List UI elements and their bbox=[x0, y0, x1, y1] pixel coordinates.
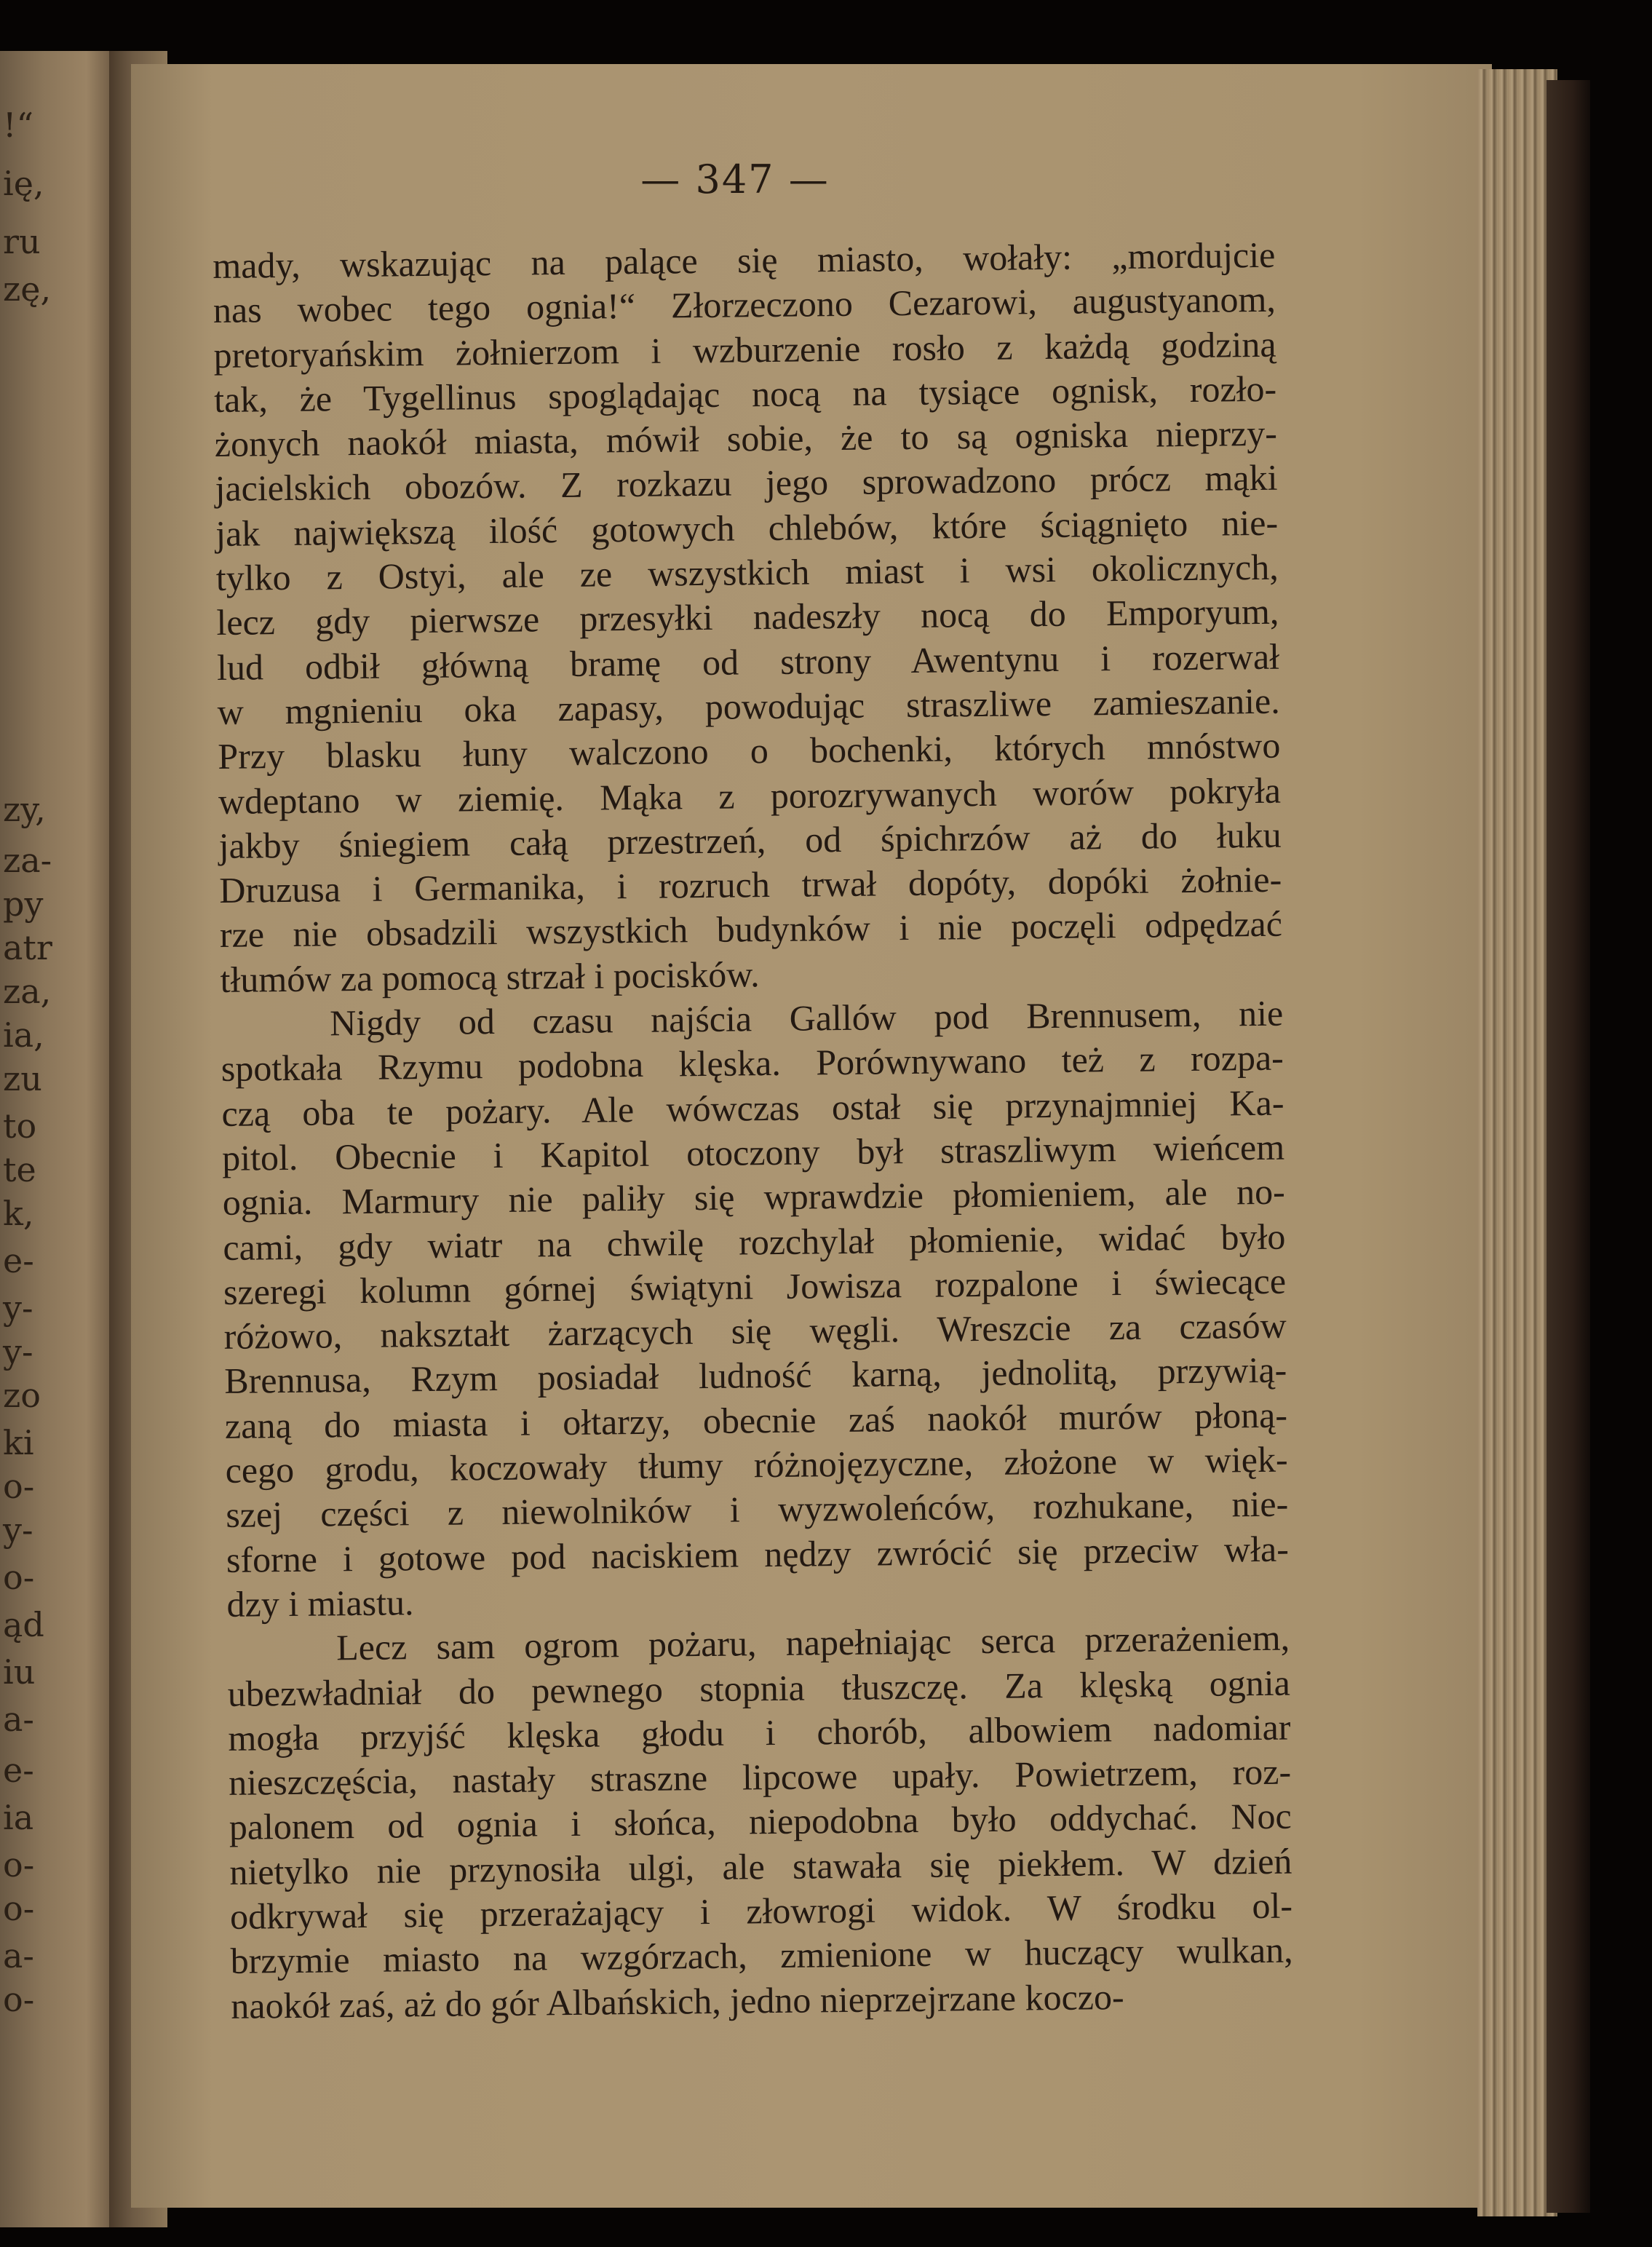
text-line: Nigdy od czasu najścia Gallów pod Brennusem, nie bbox=[329, 992, 1284, 1044]
text-line: naokół zaś, aż do gór Albańskich, jedno nieprzejrzane koczo- bbox=[231, 1975, 1124, 2026]
previous-page-fragment: o- bbox=[3, 1467, 35, 1506]
previous-page-fragment: iu bbox=[3, 1652, 36, 1692]
previous-page-fragment: o- bbox=[3, 1845, 35, 1885]
previous-page-fragment: za- bbox=[3, 841, 52, 880]
text-line: rze nie obsadzili wszystkich budynków i nie poczęli odpędzać bbox=[219, 903, 1283, 956]
text-line: Lecz sam ogrom pożaru, napełniając serca przerażeniem, bbox=[335, 1617, 1290, 1668]
book-cover-edge bbox=[1546, 80, 1590, 2213]
previous-page-fragment: y- bbox=[3, 1332, 33, 1371]
previous-page-fragment: ia, bbox=[3, 1015, 44, 1055]
previous-page-fragment: e- bbox=[3, 1751, 34, 1790]
text-line: żonych naokół miasta, mówił sobie, że to są ogniska nieprzy- bbox=[214, 412, 1278, 465]
text-line: tak, że Tygellinus spoglądając nocą na tysiące ognisk, rozło- bbox=[213, 368, 1277, 420]
text-line: cego grodu, koczowały tłumy różnojęzyczne, złożone w więk- bbox=[225, 1438, 1288, 1491]
text-line: nietylko nie przynosiła ulgi, ale stawała się piekłem. W dzień bbox=[229, 1840, 1292, 1893]
page-text bbox=[213, 233, 1294, 2029]
text-line: Przy blasku łuny walczono o bochenki, których mnóstwo bbox=[218, 724, 1281, 777]
previous-page-fragment: o- bbox=[3, 1980, 35, 2019]
previous-page-fragment: zy, bbox=[3, 790, 46, 829]
text-line: zaną do miasta i ołtarzy, obecnie zaś naokół murów płoną- bbox=[224, 1394, 1288, 1446]
previous-page-fragment: ki bbox=[3, 1423, 34, 1462]
previous-page-fragment: zo bbox=[3, 1376, 41, 1415]
text-line: różowo, nakształt żarzących się węgli. Wreszcie za czasów bbox=[223, 1304, 1287, 1358]
text-line: Druzusa i Germanika, i rozruch trwał dopóty, dopóki żołnie- bbox=[219, 858, 1282, 911]
text-line: pretoryańskim żołnierzom i wzburzenie rosło z każdą godziną bbox=[213, 323, 1276, 376]
text-line: dzy i miastu. bbox=[226, 1582, 414, 1625]
previous-page-fragment: atr bbox=[3, 928, 52, 967]
previous-page-fragment: zę, bbox=[3, 269, 52, 309]
previous-page-fragment: ia bbox=[3, 1798, 34, 1837]
previous-page-fragment: a- bbox=[3, 1936, 34, 1975]
paragraph bbox=[221, 991, 1290, 1627]
previous-page-fragment: ąd bbox=[3, 1605, 44, 1644]
text-line: Brennusa, Rzym posiadał ludność karną, jednolitą, przywią- bbox=[224, 1350, 1287, 1402]
text-line: ognia. Marmury nie paliły się wprawdzie płomieniem, ale no- bbox=[222, 1170, 1286, 1224]
text-line: lecz gdy pierwsze przesyłki nadeszły nocą do Emporyum, bbox=[216, 591, 1279, 643]
text-line: jacielskich obozów. Z rozkazu jego sprowadzono prócz mąki bbox=[215, 457, 1278, 510]
text-line: mady, wskazując na palące się miasto, wołały: „mordujcie bbox=[213, 234, 1276, 286]
page-edges bbox=[1477, 69, 1557, 2216]
text-line: szej części z niewolników i wyzwoleńców, rozhukane, nie- bbox=[225, 1483, 1289, 1536]
previous-page-fragment: y- bbox=[3, 1288, 33, 1328]
text-line: jak największą ilość gotowych chlebów, które ściągnięto nie- bbox=[215, 502, 1279, 554]
previous-page-fragment: py bbox=[3, 884, 44, 924]
text-line: brzymie miasto na wzgórzach, zmienione w huczący wulkan, bbox=[230, 1929, 1293, 1982]
previous-page-fragment: te bbox=[3, 1150, 36, 1189]
text-line: pitol. Obecnie i Kapitol otoczony był straszliwym wieńcem bbox=[221, 1126, 1285, 1178]
previous-page-fragment: a- bbox=[3, 1700, 34, 1739]
previous-page-fragment: !“ bbox=[3, 106, 34, 145]
text-line: szeregi kolumn górnej świątyni Jowisza rozpalone i świecące bbox=[223, 1260, 1287, 1312]
text-line: wdeptano w ziemię. Mąka z porozrywanych worów pokryła bbox=[218, 769, 1282, 822]
text-line: tylko z Ostyi, ale ze wszystkich miast i wsi okolicznych, bbox=[215, 546, 1279, 599]
text-line: mogła przyjść klęska głodu i chorób, albowiem nadomiar bbox=[228, 1706, 1291, 1759]
text-line: ubezwładniał do pewnego stopnia tłuszczę. Za klęską ognia bbox=[227, 1662, 1291, 1714]
previous-page-fragment: o- bbox=[3, 1889, 35, 1928]
text-line: jakby śniegiem całą przestrzeń, od śpichrzów aż do łuku bbox=[218, 814, 1282, 866]
text-line: tłumów za pomocą strzał i pocisków. bbox=[220, 953, 760, 1000]
page-number: — 347 — bbox=[640, 156, 830, 202]
previous-page-fragment: o- bbox=[3, 1558, 35, 1597]
previous-page-fragment: y- bbox=[3, 1510, 33, 1550]
previous-page-fragment: za, bbox=[3, 972, 52, 1011]
text-line: palonem od ognia i słońca, niepodobna było oddychać. Noc bbox=[229, 1795, 1292, 1848]
previous-page-fragment: e- bbox=[3, 1241, 34, 1280]
text-line: nieszczęścia, nastały straszne lipcowe upały. Powietrzem, roz- bbox=[228, 1751, 1292, 1803]
text-line: nas wobec tego ognia!“ Złorzeczono Cezarowi, augustyanom, bbox=[213, 279, 1276, 331]
previous-page-fragment: k, bbox=[3, 1194, 34, 1233]
text-line: cami, gdy wiatr na chwilę rozchylał płomienie, widać było bbox=[223, 1216, 1286, 1268]
previous-page-fragment: zu bbox=[3, 1059, 42, 1098]
text-line: w mgnieniu oka zapasy, powodując straszliwe zamieszanie. bbox=[217, 680, 1280, 732]
previous-page-fragment: ię, bbox=[3, 164, 44, 203]
previous-page-line-endings bbox=[3, 51, 112, 2227]
previous-page-fragment: ru bbox=[3, 222, 41, 261]
text-line: odkrywał się przerażający i złowrogi widok. W środku ol- bbox=[229, 1885, 1293, 1937]
paragraph bbox=[213, 233, 1283, 1002]
previous-page-edge bbox=[0, 51, 124, 2227]
text-line: lud odbił główną bramę od strony Awentynu i rozerwał bbox=[216, 635, 1280, 688]
text-line: czą oba te pożary. Ale wówczas ostał się przynajmniej Ka- bbox=[221, 1082, 1284, 1134]
text-line: spotkała Rzymu podobna klęska. Porównywano też z rozpa- bbox=[221, 1037, 1284, 1090]
previous-page-fragment: to bbox=[3, 1106, 37, 1146]
paragraph bbox=[227, 1616, 1294, 2029]
text-line: sforne i gotowe pod naciskiem nędzy zwrócić się przeciw wła- bbox=[226, 1528, 1290, 1580]
